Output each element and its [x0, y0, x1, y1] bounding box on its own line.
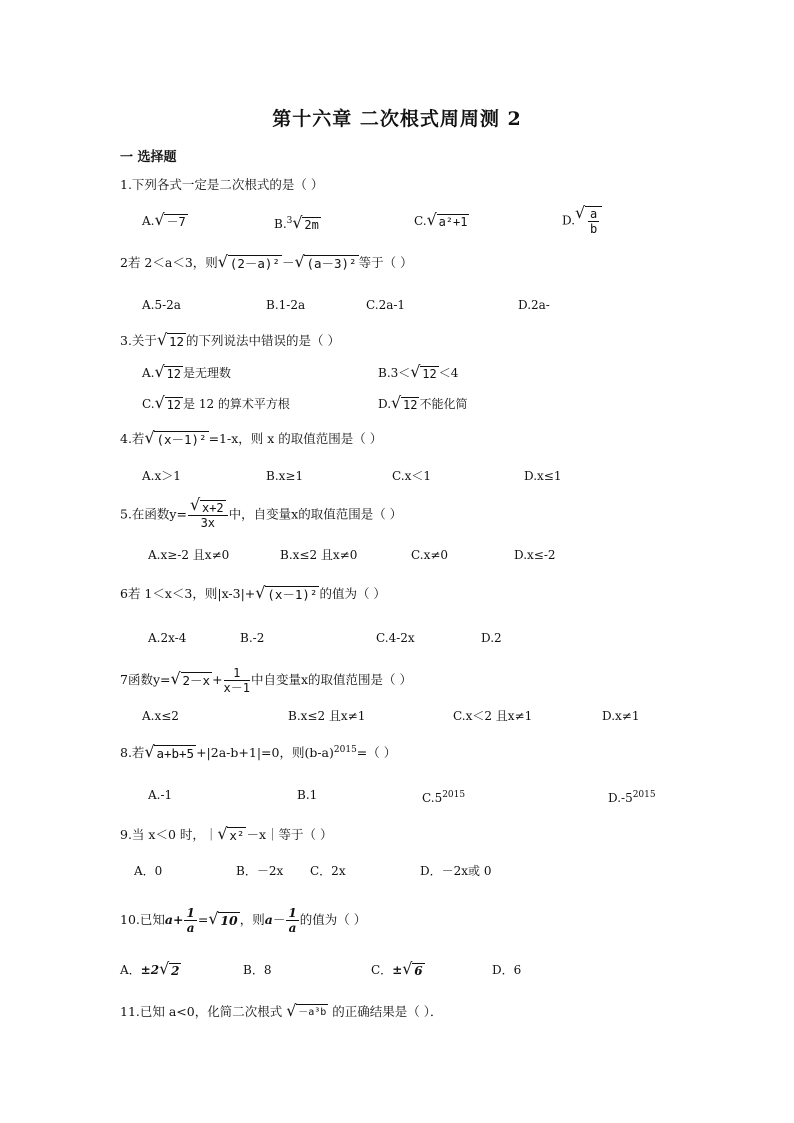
question-10: 10.已知a+ $\frac{1}{a}$ =√ 10 ，则a－ $\frac{1}{a}$ 的值为（ ）: [120, 906, 366, 935]
q1-option-b: B.$^3$√ 2m: [274, 212, 321, 234]
q6-option-c: C.4-2x: [376, 631, 415, 645]
question-3: 3.关于√ 12 的下列说法中错误的是（ ）: [120, 332, 340, 351]
q5-option-a: A.x≥-2 且x≠0: [148, 548, 230, 562]
q10-option-a: A．±2√ 2: [120, 961, 181, 980]
q10-option-b: B．8: [243, 963, 272, 977]
q10-option-d: D．6: [492, 963, 522, 977]
question-2: 2若 2＜a＜3，则√ (2－a)² －√ (a－3)² 等于（ ）: [120, 254, 413, 273]
q7-option-a: A.x≤2: [142, 709, 179, 723]
q2-option-b: B.1-2a: [266, 298, 306, 312]
q3-option-b: B.3＜√ 12 ＜4: [378, 364, 458, 383]
q4-option-a: A.x＞1: [142, 469, 181, 483]
q7-option-d: D.x≠1: [602, 709, 640, 723]
q1-option-a: A.√ －7: [142, 212, 188, 231]
q5-option-b: B.x≤2 且x≠0: [280, 548, 358, 562]
question-1: 1.下列各式一定是二次根式的是（ ）: [120, 177, 324, 192]
q2-option-d: D.2a-: [518, 298, 550, 312]
q8-option-d: $D.-5^{2015}$: [608, 790, 656, 805]
q1-option-d: D. √ $\frac{a}{b}$: [562, 206, 602, 236]
page-title: 第十六章 二次根式周周测 2: [272, 108, 522, 130]
question-8: 8.若√ a+b+5 +|2a-b+1|=0，则$(b-a)^{2015}=$（ ）: [120, 741, 396, 763]
q9-option-d: D．－2x或 0: [420, 864, 492, 878]
q8-option-b: B.1: [297, 788, 318, 802]
q4-option-b: B.x≥1: [266, 469, 304, 483]
q9-option-b: B．－2x: [236, 864, 284, 878]
question-5: 5.在函数y= √ $\frac{x+2}{3x}$ 中，自变量x的取值范围是（ ）: [120, 500, 402, 530]
q3-option-c: C.√ 12 是 12 的算术平方根: [142, 395, 290, 414]
q1-option-c: C.√ a²+1: [414, 212, 469, 231]
question-4: 4.若√ (x－1)² =1-x，则 x 的取值范围是（ ）: [120, 430, 382, 449]
q2-option-c: C.2a-1: [366, 298, 406, 312]
question-9: 9.当 x＜0 时，｜√ x² －x｜等于（ ）: [120, 826, 332, 845]
q5-option-d: D.x≤-2: [514, 548, 556, 562]
q8-option-c: $C.5^{2015}$: [422, 790, 466, 805]
q3-option-d: D.√ 12 不能化简: [378, 395, 467, 414]
q2-option-a: A.5-2a: [142, 298, 181, 312]
question-11: 11.已知 a<0，化简二次根式 √ －a³b 的正确结果是（ ）．: [120, 1003, 443, 1022]
q8-option-a: A.-1: [148, 788, 173, 802]
question-7: 7函数y=√ 2－x + $\frac{1}{x-1}$ 中自变量x的取值范围是（ ）: [120, 666, 412, 695]
q6-option-b: B.-2: [240, 631, 265, 645]
q4-option-c: C.x＜1: [392, 469, 431, 483]
q9-option-a: A．0: [134, 864, 163, 878]
q7-option-c: C.x＜2 且x≠1: [453, 709, 533, 723]
question-6: 6若 1＜x＜3，则|x-3|+√ (x－1)² 的值为（ ）: [120, 585, 386, 604]
q5-option-c: C.x≠0: [411, 548, 449, 562]
q6-option-a: A.2x-4: [148, 631, 187, 645]
q6-option-d: D.2: [481, 631, 502, 645]
q9-option-c: C．2x: [310, 864, 346, 878]
section-title: 一 选择题: [120, 150, 177, 165]
q4-option-d: D.x≤1: [524, 469, 562, 483]
q10-option-c: C．±√ 6: [371, 961, 425, 980]
q3-option-a: A.√ 12 是无理数: [142, 364, 231, 383]
q7-option-b: B.x≤2 且x≠1: [288, 709, 366, 723]
